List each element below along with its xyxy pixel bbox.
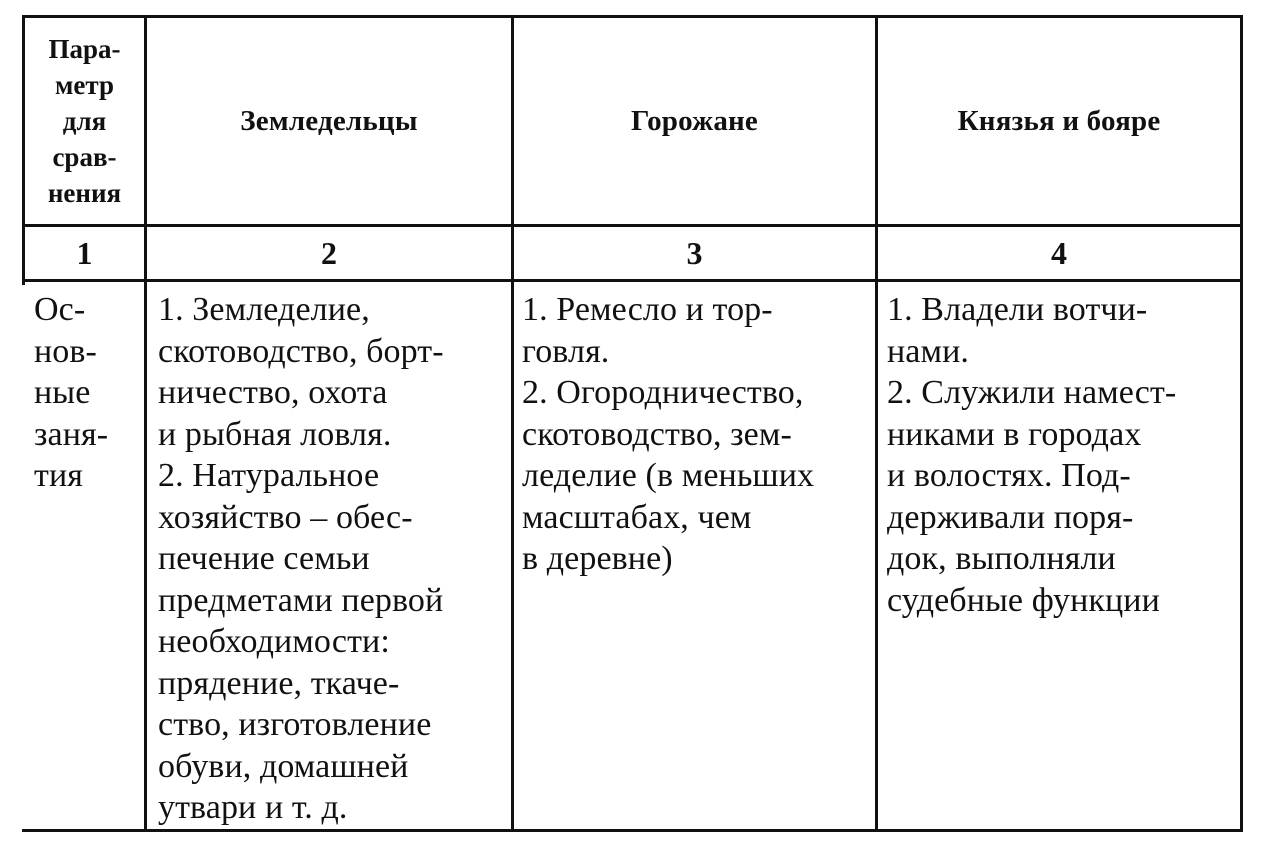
text-line: Ос- [34,291,86,328]
text-line: необходимости: [158,623,390,660]
header-param [25,18,144,224]
text-line: ничество, охота [158,374,388,411]
column-number-2: 2 [321,234,337,271]
text-line: 2. Натуральное [158,457,380,494]
header-param-line: метр [55,70,114,100]
text-line: масштабах, чем [522,498,752,536]
text-line: прядение, ткаче- [158,664,400,702]
header-param-line: нения [47,178,122,208]
text-line: утвари и т. д. [158,789,348,826]
column-number-1: 1 [76,234,93,271]
text-line: в деревне) [522,540,673,577]
text-line: хозяйство – обес- [158,498,413,536]
text-line: 1. Земледелие, [158,291,370,328]
text-line: нами. [887,332,969,370]
text-line: никами в городах [887,415,1142,453]
text-line: и рыбная ловля. [158,415,392,453]
cell-townspeople-occupations [522,289,872,580]
text-line: 1. Владели вотчи- [887,291,1148,328]
text-line: ные [34,374,91,411]
text-line: нов- [34,332,97,370]
table-border-bottom [22,829,1243,832]
text-line: говля. [522,332,610,370]
text-line: 2. Служили намест- [887,374,1177,411]
text-line: скотоводство, борт- [158,332,444,370]
header-farmers: Земледельцы [240,104,418,137]
number-row-divider [22,279,1243,282]
text-line: 2. Огородничество, [522,374,804,411]
text-line: заня- [34,415,109,453]
cell-farmers-occupations [158,289,508,829]
text-line: держивали поря- [887,498,1134,536]
table-border-right [1240,15,1243,832]
text-line: и волостях. Под- [887,457,1131,494]
text-line: ство, изготовление [158,706,432,743]
text-line: предметами первой [158,581,444,619]
column-number-3: 3 [686,234,703,271]
text-line: док, выполняли [887,540,1116,577]
header-princes-boyars: Князья и бояре [957,104,1161,137]
header-param-line: Пара- [48,34,121,64]
text-line: скотоводство, зем- [522,415,792,453]
text-line: обуви, домашней [158,747,409,785]
column-number-4: 4 [1051,234,1067,271]
row-param-main-occupations [34,289,142,497]
header-param-line: срав- [52,142,117,172]
cell-princes-boyars-occupations [887,289,1237,621]
header-param-line: для [62,106,107,136]
text-line: леделие (в меньших [522,457,815,494]
text-line: судебные функции [887,581,1160,619]
text-line: 1. Ремесло и тор- [522,291,773,328]
header-townspeople: Горожане [630,104,759,137]
text-line: тия [34,457,83,494]
text-line: печение семьи [158,540,370,577]
